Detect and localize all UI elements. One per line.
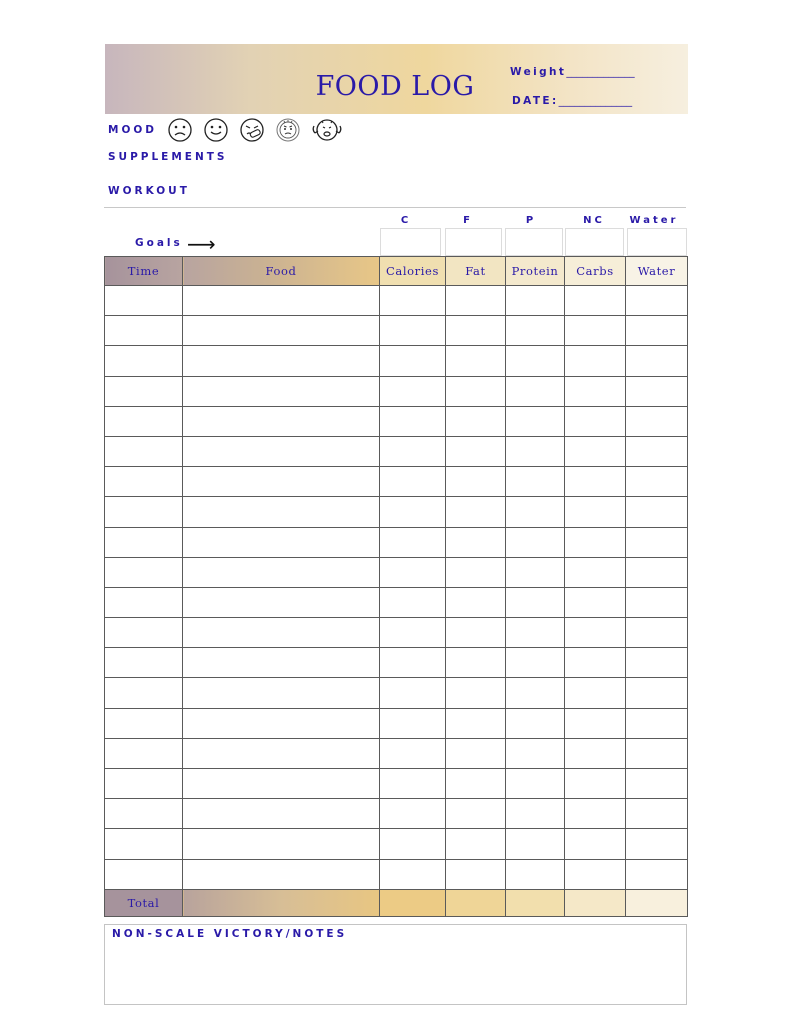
table-cell-water[interactable]	[626, 829, 688, 859]
table-cell-fat[interactable]	[446, 678, 506, 708]
table-cell-food[interactable]	[183, 376, 380, 406]
table-cell-water[interactable]	[626, 708, 688, 738]
table-cell-calories[interactable]	[380, 467, 446, 497]
table-cell-water[interactable]	[626, 436, 688, 466]
table-cell-food[interactable]	[183, 859, 380, 889]
table-cell-calories[interactable]	[380, 346, 446, 376]
goal-protein-input[interactable]	[505, 228, 563, 256]
table-cell-food[interactable]	[183, 829, 380, 859]
table-row	[105, 587, 688, 617]
workout-label: WORKOUT	[108, 185, 190, 197]
notes-box[interactable]	[104, 924, 687, 1005]
table-cell-calories[interactable]	[380, 648, 446, 678]
table-cell-food[interactable]	[183, 557, 380, 587]
table-cell-protein[interactable]	[506, 497, 565, 527]
table-cell-protein[interactable]	[506, 557, 565, 587]
table-cell-time[interactable]	[105, 799, 183, 829]
table-cell-time[interactable]	[105, 527, 183, 557]
table-cell-time[interactable]	[105, 497, 183, 527]
col-header-food: Food	[183, 257, 380, 286]
table-cell-carbs[interactable]	[565, 527, 626, 557]
table-row	[105, 557, 688, 587]
table-cell-carbs[interactable]	[565, 799, 626, 829]
table-row	[105, 467, 688, 497]
table-cell-food[interactable]	[183, 286, 380, 316]
table-cell-food[interactable]	[183, 648, 380, 678]
weight-label: Weight	[510, 66, 567, 78]
table-row	[105, 769, 688, 799]
table-row	[105, 648, 688, 678]
table-row	[105, 527, 688, 557]
table-cell-time[interactable]	[105, 708, 183, 738]
col-header-time: Time	[105, 257, 183, 286]
table-cell-time[interactable]	[105, 286, 183, 316]
goal-letter-c: C	[400, 215, 412, 226]
table-cell-carbs[interactable]	[565, 467, 626, 497]
table-cell-carbs[interactable]	[565, 557, 626, 587]
table-cell-water[interactable]	[626, 467, 688, 497]
table-cell-food[interactable]	[183, 799, 380, 829]
table-row	[105, 708, 688, 738]
table-cell-time[interactable]	[105, 618, 183, 648]
angry-face-icon[interactable]	[274, 116, 302, 144]
goals-arrow-icon: ⟶	[187, 232, 216, 256]
table-cell-protein[interactable]	[506, 376, 565, 406]
table-cell-calories[interactable]	[380, 286, 446, 316]
table-row	[105, 678, 688, 708]
table-cell-time[interactable]	[105, 316, 183, 346]
table-cell-carbs[interactable]	[565, 316, 626, 346]
table-cell-protein[interactable]	[506, 587, 565, 617]
table-cell-protein[interactable]	[506, 527, 565, 557]
total-cell-carbs[interactable]	[565, 889, 626, 916]
date-label: DATE:	[512, 95, 559, 107]
goals-label: Goals	[135, 237, 183, 249]
table-cell-water[interactable]	[626, 738, 688, 768]
table-cell-fat[interactable]	[446, 618, 506, 648]
goal-letter-p: P	[525, 215, 537, 226]
table-cell-carbs[interactable]	[565, 497, 626, 527]
table-cell-protein[interactable]	[506, 799, 565, 829]
goal-water-input[interactable]	[627, 228, 687, 256]
table-cell-carbs[interactable]	[565, 587, 626, 617]
goal-letter-nc: NC	[583, 215, 605, 226]
table-cell-food[interactable]	[183, 708, 380, 738]
table-cell-water[interactable]	[626, 799, 688, 829]
table-row	[105, 497, 688, 527]
total-cell-water[interactable]	[626, 889, 688, 916]
table-cell-fat[interactable]	[446, 859, 506, 889]
table-cell-carbs[interactable]	[565, 738, 626, 768]
table-cell-protein[interactable]	[506, 708, 565, 738]
table-row	[105, 799, 688, 829]
table-cell-carbs[interactable]	[565, 346, 626, 376]
table-cell-protein[interactable]	[506, 316, 565, 346]
frustrated-face-icon[interactable]	[310, 116, 344, 144]
table-cell-water[interactable]	[626, 286, 688, 316]
table-row	[105, 316, 688, 346]
table-cell-calories[interactable]	[380, 587, 446, 617]
table-row	[105, 286, 688, 316]
table-cell-time[interactable]	[105, 346, 183, 376]
table-cell-food[interactable]	[183, 678, 380, 708]
table-cell-water[interactable]	[626, 346, 688, 376]
table-cell-water[interactable]	[626, 406, 688, 436]
table-cell-water[interactable]	[626, 557, 688, 587]
table-row	[105, 436, 688, 466]
table-cell-fat[interactable]	[446, 829, 506, 859]
table-cell-fat[interactable]	[446, 467, 506, 497]
table-cell-protein[interactable]	[506, 436, 565, 466]
divider	[104, 207, 686, 208]
notes-label: NON-SCALE VICTORY/NOTES	[112, 928, 348, 940]
table-cell-calories[interactable]	[380, 738, 446, 768]
table-cell-protein[interactable]	[506, 769, 565, 799]
table-cell-water[interactable]	[626, 618, 688, 648]
table-cell-water[interactable]	[626, 648, 688, 678]
table-cell-water[interactable]	[626, 376, 688, 406]
table-cell-carbs[interactable]	[565, 708, 626, 738]
table-cell-calories[interactable]	[380, 376, 446, 406]
total-row	[105, 889, 688, 916]
goal-letter-water: Water	[629, 215, 679, 226]
table-cell-calories[interactable]	[380, 436, 446, 466]
table-cell-fat[interactable]	[446, 648, 506, 678]
table-cell-fat[interactable]	[446, 286, 506, 316]
table-cell-fat[interactable]	[446, 769, 506, 799]
weight-field[interactable]	[510, 66, 635, 78]
food-log-table	[104, 256, 688, 917]
table-cell-calories[interactable]	[380, 497, 446, 527]
table-cell-food[interactable]	[183, 587, 380, 617]
table-cell-time[interactable]	[105, 557, 183, 587]
table-cell-food[interactable]	[183, 497, 380, 527]
table-cell-calories[interactable]	[380, 527, 446, 557]
table-cell-time[interactable]	[105, 406, 183, 436]
date-line: ______________	[558, 95, 633, 107]
table-cell-fat[interactable]	[446, 557, 506, 587]
col-header-calories: Calories	[380, 257, 446, 286]
mood-faces	[166, 115, 344, 145]
table-cell-time[interactable]	[105, 587, 183, 617]
table-cell-calories[interactable]	[380, 799, 446, 829]
table-cell-fat[interactable]	[446, 497, 506, 527]
table-cell-protein[interactable]	[506, 406, 565, 436]
table-cell-carbs[interactable]	[565, 286, 626, 316]
col-header-fat: Fat	[446, 257, 506, 286]
table-cell-protein[interactable]	[506, 738, 565, 768]
table-cell-fat[interactable]	[446, 376, 506, 406]
col-header-carbs: Carbs	[565, 257, 626, 286]
table-cell-calories[interactable]	[380, 618, 446, 648]
table-cell-food[interactable]	[183, 738, 380, 768]
table-cell-fat[interactable]	[446, 527, 506, 557]
table-cell-fat[interactable]	[446, 708, 506, 738]
col-header-water: Water	[626, 257, 688, 286]
table-cell-time[interactable]	[105, 678, 183, 708]
table-cell-carbs[interactable]	[565, 829, 626, 859]
table-cell-protein[interactable]	[506, 467, 565, 497]
table-cell-fat[interactable]	[446, 436, 506, 466]
table-cell-fat[interactable]	[446, 346, 506, 376]
goal-letter-f: F	[463, 215, 473, 226]
table-cell-protein[interactable]	[506, 618, 565, 648]
table-cell-protein[interactable]	[506, 859, 565, 889]
table-cell-carbs[interactable]	[565, 376, 626, 406]
table-cell-time[interactable]	[105, 859, 183, 889]
table-cell-time[interactable]	[105, 829, 183, 859]
table-cell-water[interactable]	[626, 316, 688, 346]
total-label: Total	[105, 889, 183, 916]
table-cell-fat[interactable]	[446, 738, 506, 768]
supplements-label: SUPPLEMENTS	[108, 151, 228, 163]
table-row	[105, 829, 688, 859]
table-cell-protein[interactable]	[506, 829, 565, 859]
sad-face-icon[interactable]	[166, 116, 194, 144]
table-cell-carbs[interactable]	[565, 406, 626, 436]
table-cell-fat[interactable]	[446, 587, 506, 617]
table-cell-food[interactable]	[183, 406, 380, 436]
table-cell-food[interactable]	[183, 346, 380, 376]
table-cell-water[interactable]	[626, 678, 688, 708]
total-cell-food[interactable]	[183, 889, 380, 916]
table-cell-calories[interactable]	[380, 316, 446, 346]
title-banner	[105, 44, 688, 114]
table-cell-food[interactable]	[183, 618, 380, 648]
table-cell-fat[interactable]	[446, 316, 506, 346]
weight-line: _____________	[566, 66, 635, 78]
table-row	[105, 346, 688, 376]
date-field[interactable]	[512, 95, 632, 107]
table-cell-protein[interactable]	[506, 678, 565, 708]
table-cell-calories[interactable]	[380, 406, 446, 436]
table-row	[105, 406, 688, 436]
table-row	[105, 376, 688, 406]
table-row	[105, 738, 688, 768]
table-cell-carbs[interactable]	[565, 618, 626, 648]
total-cell-fat[interactable]	[446, 889, 506, 916]
table-cell-carbs[interactable]	[565, 769, 626, 799]
total-cell-calories[interactable]	[380, 889, 446, 916]
table-cell-water[interactable]	[626, 769, 688, 799]
table-cell-time[interactable]	[105, 648, 183, 678]
table-cell-time[interactable]	[105, 769, 183, 799]
table-row	[105, 618, 688, 648]
table-cell-calories[interactable]	[380, 829, 446, 859]
table-cell-time[interactable]	[105, 738, 183, 768]
table-cell-water[interactable]	[626, 587, 688, 617]
goal-calories-input[interactable]	[380, 228, 441, 256]
table-cell-water[interactable]	[626, 497, 688, 527]
table-cell-calories[interactable]	[380, 859, 446, 889]
page-title: FOOD LOG	[315, 71, 475, 102]
table-cell-protein[interactable]	[506, 286, 565, 316]
happy-face-icon[interactable]	[202, 116, 230, 144]
table-cell-carbs[interactable]	[565, 859, 626, 889]
col-header-protein: Protein	[506, 257, 565, 286]
table-cell-calories[interactable]	[380, 678, 446, 708]
table-cell-water[interactable]	[626, 527, 688, 557]
sick-face-icon[interactable]	[238, 116, 266, 144]
table-cell-food[interactable]	[183, 436, 380, 466]
table-cell-food[interactable]	[183, 769, 380, 799]
mood-label: MOOD	[108, 124, 158, 136]
table-row	[105, 859, 688, 889]
table-cell-water[interactable]	[626, 859, 688, 889]
table-cell-calories[interactable]	[380, 557, 446, 587]
table-cell-time[interactable]	[105, 467, 183, 497]
table-cell-time[interactable]	[105, 436, 183, 466]
total-cell-protein[interactable]	[506, 889, 565, 916]
table-cell-calories[interactable]	[380, 708, 446, 738]
table-cell-protein[interactable]	[506, 648, 565, 678]
table-cell-food[interactable]	[183, 316, 380, 346]
table-cell-food[interactable]	[183, 467, 380, 497]
table-header-row	[105, 257, 688, 286]
table-cell-time[interactable]	[105, 376, 183, 406]
table-cell-calories[interactable]	[380, 769, 446, 799]
goal-net-carbs-input[interactable]	[565, 228, 624, 256]
table-cell-carbs[interactable]	[565, 678, 626, 708]
table-cell-fat[interactable]	[446, 799, 506, 829]
table-cell-carbs[interactable]	[565, 648, 626, 678]
table-cell-protein[interactable]	[506, 346, 565, 376]
table-cell-carbs[interactable]	[565, 436, 626, 466]
goal-fat-input[interactable]	[445, 228, 502, 256]
table-cell-fat[interactable]	[446, 406, 506, 436]
table-cell-food[interactable]	[183, 527, 380, 557]
